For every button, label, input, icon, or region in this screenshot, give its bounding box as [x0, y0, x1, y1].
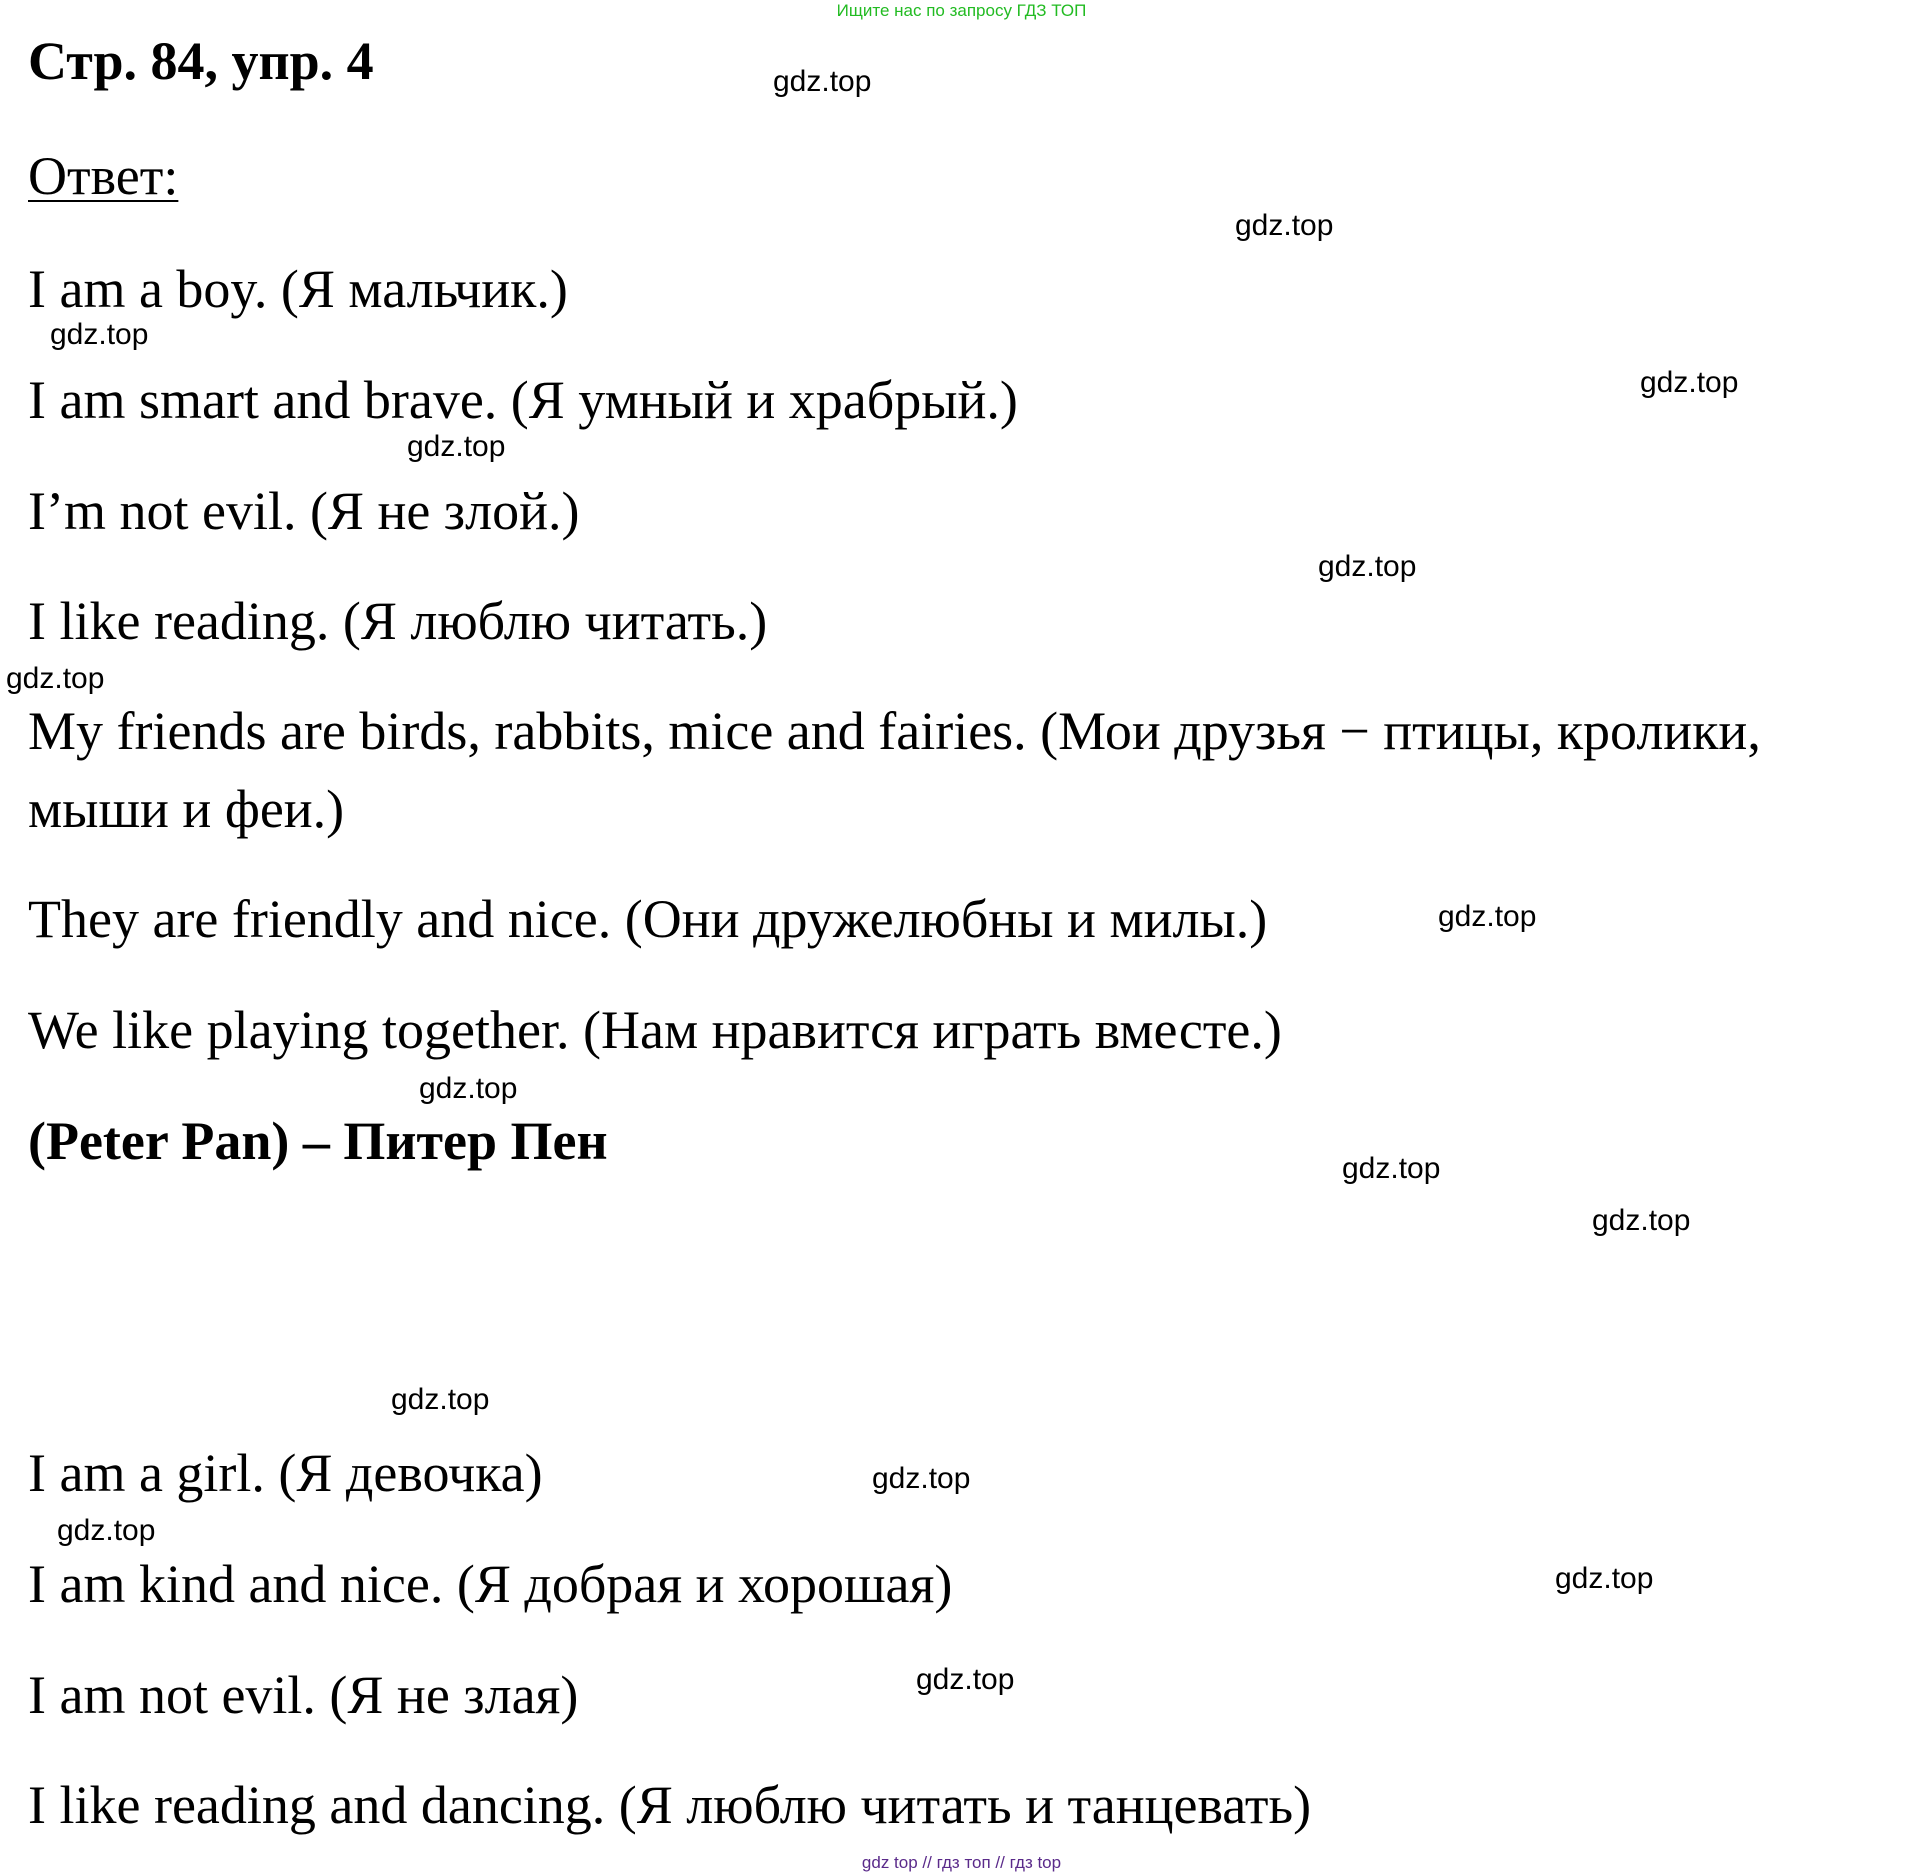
- watermark: gdz.top: [407, 430, 506, 463]
- answer-line: I like reading. (Я люблю читать.): [28, 591, 768, 651]
- watermark: gdz.top: [1592, 1204, 1691, 1237]
- answer-line: I like reading and dancing. (Я люблю читать и танцевать): [28, 1775, 1312, 1835]
- watermark: gdz.top: [1640, 366, 1739, 399]
- search-hint-banner: Ищите нас по запросу ГДЗ ТОП: [836, 1, 1087, 20]
- page-title: Стр. 84, упр. 4: [28, 31, 374, 91]
- answer-line: We like playing together. (Нам нравится играть вместе.): [28, 1000, 1282, 1060]
- watermark: gdz.top: [1318, 550, 1417, 583]
- watermark: gdz.top: [1438, 900, 1537, 933]
- footer-watermark: gdz top // гдз топ // гдз top: [861, 1853, 1062, 1872]
- answer-line: I am a girl. (Я девочка): [28, 1443, 543, 1503]
- answer-line: I am kind and nice. (Я добрая и хорошая): [28, 1554, 953, 1614]
- answer-line: I am not evil. (Я не злая): [28, 1665, 579, 1725]
- answer-line: I’m not evil. (Я не злой.): [28, 481, 580, 541]
- watermark: gdz.top: [1342, 1152, 1441, 1185]
- watermark: gdz.top: [1235, 209, 1334, 242]
- answer-line: мыши и феи.): [28, 779, 345, 839]
- answer-label: Ответ:: [28, 146, 179, 206]
- watermark: gdz.top: [419, 1072, 518, 1105]
- watermark: gdz.top: [57, 1514, 156, 1547]
- watermark: gdz.top: [773, 65, 872, 98]
- watermark: gdz.top: [391, 1383, 490, 1416]
- character-name: (Peter Pan) – Питер Пен: [28, 1111, 608, 1171]
- watermark: gdz.top: [872, 1462, 971, 1495]
- answer-line: I am smart and brave. (Я умный и храбрый.): [28, 370, 1018, 430]
- watermark: gdz.top: [1555, 1562, 1654, 1595]
- answer-line: I am a boy. (Я мальчик.): [28, 259, 568, 319]
- answer-line: My friends are birds, rabbits, mice and fairies. (Мои друзья − птицы, кролики,: [28, 701, 1761, 761]
- watermark: gdz.top: [6, 662, 105, 695]
- watermark: gdz.top: [50, 318, 149, 351]
- watermark: gdz.top: [916, 1663, 1015, 1696]
- answer-line: They are friendly and nice. (Они дружелюбны и милы.): [28, 889, 1268, 949]
